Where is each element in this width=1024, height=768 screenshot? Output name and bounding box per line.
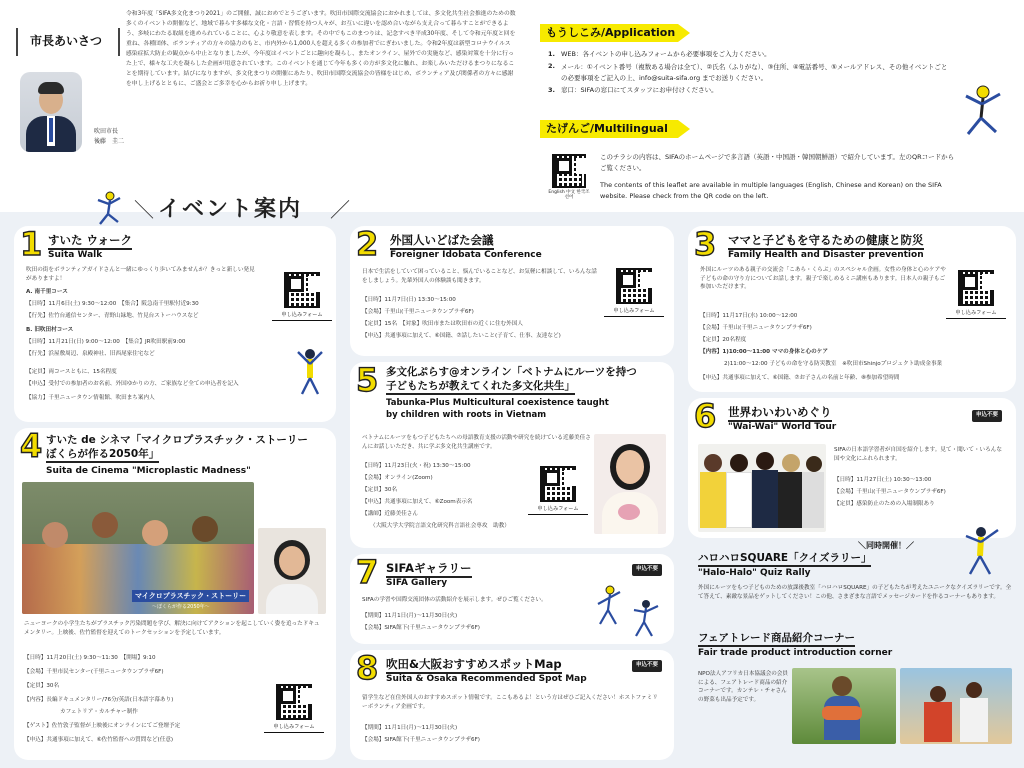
mayor-title: 吹田市長 [94,128,119,135]
apply-section [536,18,1022,110]
event-6-photo [698,444,826,532]
event-5-affiliation: （大阪大学大学院言語文化研究科言語社会専攻 助教） [370,523,510,529]
mayor-section [0,0,520,200]
event-8-venue: 【会場】SIFA館下(千里ニュータウンプラザ6F) [362,737,480,743]
event-1-form-label[interactable]: 申し込みフォーム [272,312,332,321]
event-1-title-en: Suita Walk [48,250,103,260]
event-8-period: 【期間】11月1日(月)〜11月30日(火) [362,725,458,731]
event-1-a-date: 【日時】11月6日(土) 9:30〜12:00 【集合】阪急南千里駅付近9:30 [26,301,199,307]
running-person-illustration [90,188,130,228]
event-5-qr[interactable] [540,466,576,502]
event-2-number: 2 [356,225,379,263]
event-5-capacity: 【定員】30名 [362,487,398,493]
events-title-slash-right: ／ [330,198,350,222]
halo-title-en: "Halo-Halo" Quiz Rally [698,568,811,578]
event-4-title-jp-2: ぼくらが作る2050年」 [46,448,159,463]
event-1-b-date: 【日時】11月21日(日) 9:00〜12:00 【集合】JR吹田駅前9:00 [26,339,186,345]
apply-item-mail: メール：①イベント番号（複数ある場合は全て）、②氏名（ふりがな）、③住所、④電話番号、⑤メールアドレス、その他イベントごとの必要事項をご記入の上、info@suita-sifa.org までお送りください。 [561,63,948,82]
event-5-date: 【日時】11月23日(火・祝) 13:30〜15:00 [362,463,471,469]
event-8-no-apply-badge: 申込不要 [632,660,662,672]
cheering-person-illustration [290,344,330,398]
multilingual-qr-caption: English 中文 한국조선어 [548,190,590,201]
mayor-heading: 市長あいさつ [30,34,103,48]
event-1-qr[interactable] [284,272,320,308]
event-2-form-label[interactable]: 申し込みフォーム [604,308,664,317]
event-7-venue: 【会場】SIFA館下(千里ニュータウンプラザ6F) [362,625,480,631]
event-4-qr[interactable] [276,684,312,720]
event-7-title-en: SIFA Gallery [386,578,448,588]
event-7-period: 【期間】11月1日(月)〜11月30日(火) [362,613,458,619]
event-2-qr[interactable] [616,268,652,304]
apply-item-web: WEB：各イベントの申し込みフォームから必要事項をご入力ください。 [561,50,771,58]
simultaneous-label: ＼同時開催！／ [858,541,914,550]
mayor-body: 令和3年度「SIFA多文化まつり2021」のご開催、誠におめでとうございます。吹田市国際交流協会におかれましては、多文化共生社会推進のための数多くのイベントの開催など、地域で暮らす多様な文化・言語・習慣を持つ人々が、お互いに違いを認め合いながら支え合って暮らすことができるよう、多岐にわたる取組を進められていることに、心より敬意を表します。その中でもこのまつりは、記念すべき平成30年度、そして令和元年度と回を重ね、各種団体、ボランティアの方々の協力のもと、市内外から1,000人を超える多くの参加者でにぎわいました。令和2年度は新型コロナウイルス感染症拡大防止の観点から中止となりましたが、今年度はイベントごとに趣向を凝らし、またオンライン、屋外での実施など、感染対策を十分に行った上で、様々な工夫を凝らした企画が用意されています。このイベントを通じて今年も多くの方が多文化に触れ、お楽しみいただけるまつりになることを期待しています。結びになりますが、多文化まつりの開催にあたり、吹田市国際交流協会の皆様をはじめ、ボランティア及び関係者の方々に感謝を申し上げるとともに、ご盛会とご多幸を心からお祈り申し上げます。 [126,11,516,87]
event-4-intro: ニューヨークの小学生たちがプラスチック汚染問題を学び、解決に向けてアクションを起こしていく姿を追ったドキュメンタリー。上映後、佐竹監督を迎えてのトークセッションを予定しています。 [24,621,320,636]
event-5-apply: 【申込】共通事項に加えて、⑥Zoom表示名 [362,499,473,505]
event-8-intro: 留学生など在住外国人のおすすめスポット情報です。ここもあるよ！という方はぜひご記入ください！ホストファミリーボランティア企画です。 [362,695,658,710]
event-1-coop: 【協力】千里ニュータウン情報館、吹田まち案内人 [26,395,155,401]
event-3-form-label[interactable]: 申し込みフォーム [946,310,1006,319]
fair-trade-photo-1 [792,668,896,744]
event-3-content-2: 2)11:00〜12:00 子どもの命を守る防災教室 ※吹田市Shinjoプロジェクト助成金事業 [724,361,943,367]
event-3-title-en: Family Health and Disaster prevention [728,250,924,260]
event-2-title-jp: 外国人いどばた会議 [390,234,494,250]
multilingual-heading: たげんご/Multilingual [546,122,668,135]
event-5-card [350,362,674,548]
event-4-director-photo [258,528,326,614]
event-1-number: 1 [20,225,43,263]
event-4-guest: 【ゲスト】佐竹敦子監督が上映後にオンラインにてご登壇予定 [24,723,181,729]
mayor-name: 後藤 圭二 [94,138,125,145]
event-7-card [350,554,674,644]
event-6-intro: SIFAの日本語学習者が自国を紹介します。見て・聞いて・いろんな国や文化にふれられます。 [834,447,1002,462]
mayor-photo [20,72,82,152]
event-1-b-place: 【行先】浜屋敷周辺、泉殿神社、旧西尾家住宅など [26,351,155,357]
event-6-no-apply-badge: 申込不要 [972,410,1002,422]
apply-no: 3. [548,86,555,95]
fair-trade-intro: NPO法人アフリカ日本協議会の会員による、フェアトレード商品の紹介コーナーです。カンテレ・チャさんの野菜も出品予定です。 [698,671,788,703]
event-3-number: 3 [694,225,717,263]
event-4-capacity: 【定員】30名 [24,683,60,689]
event-2-apply: 【申込】共通事項に加えて、⑥国籍、⑦話したいこと(子育て、仕事、友達など) [362,333,561,339]
event-1-course-a: A. 南千里コース [26,289,68,295]
event-3-capacity: 【定員】20名程度 [700,337,747,343]
event-2-date: 【日時】11月7日(日) 13:30〜15:00 [362,297,456,303]
event-3-intro: 外国にルーツのある親子の交流会「こあら・くらぶ」のスペシャル企画。女性の身体と心のケアや子どもの命の守り方についてお話します。親子で楽しめるミニ講座もあります。日本人の親子もご参加いただけます。 [700,267,946,291]
event-5-intro: ベトナムにルーツをもつ子どもたちへの母語教育支援の活動や研究を続けている近藤美佳さんにお話しいただき、共に学ぶ多文化共生講座です。 [362,435,591,450]
event-4-poster-subtitle: 〜ぼくらが作る2050年〜 [152,604,210,610]
event-4-apply: 【申込】共通事項に加えて、⑥佐竹監督への質問など(任意) [24,737,174,743]
event-5-title-en-1: Tabunka-Plus Multicultural coexistence taught [386,398,609,408]
event-3-venue: 【会場】千里山(千里ニュータウンプラザ6F) [700,325,812,331]
event-4-form-label[interactable]: 申し込みフォーム [264,724,324,733]
event-1-capacity: 【定員】両コースともに、15名程度 [26,369,117,375]
event-1-title-jp: すいた ウォーク [48,234,132,250]
event-4-poster [22,482,254,614]
event-6-title-en: "Wai-Wai" World Tour [728,422,837,432]
events-title: イベント案内 [158,197,303,222]
fair-trade-title-en: Fair trade product introduction corner [698,648,893,658]
halo-section [688,540,1018,630]
event-3-content-1: 【内容】1)10:00〜11:00 ママの身体と心のケア [700,349,828,355]
halo-intro: 外国にルーツをもつ子どものための放課後教室「ハロハロSQUARE」の子どもたちが考えたユニークなクイズラリーです。全て答えて、素敵な景品をゲットしてください！この他、さまざまな言語でメッセージカードを作るコーナーもあります。 [698,585,1012,600]
event-4-number: 4 [20,427,43,465]
event-8-card [350,650,674,760]
event-3-qr[interactable] [958,270,994,306]
event-1-apply: 【申込】受付での参加者のお名前、外国ゆかりの方、ご家族など全ての申込者を記入 [26,381,239,387]
event-5-speaker-photo [594,434,666,534]
multilingual-en: The contents of this leaflet are available in multiple languages (English, Chinese and Korean) on the SIFA website. Please check from the QR code on the left. [600,181,942,201]
event-1-course-b: B. 旧吹田村コース [26,327,74,333]
event-6-card [688,398,1016,538]
fair-trade-title-jp: フェアトレード商品紹介コーナー [698,632,855,647]
event-5-form-label[interactable]: 申し込みフォーム [528,506,588,515]
event-4-title-jp-1: すいた de シネマ「マイクロプラスチック・ストーリー [46,434,308,446]
apply-item-counter: 窓口：SIFAの窓口にてスタッフにお申付けください。 [561,86,718,95]
event-6-title-jp: 世界わいわいめぐり [728,406,832,422]
waving-person-illustration [956,522,1006,578]
event-2-card [350,226,674,356]
event-1-intro: 吹田の街をボランティアガイドさんと一緒にゆっくり歩いてみませんか？きっと新しい発見がありますよ！ [26,267,255,282]
multilingual-section [536,116,1022,212]
event-2-venue: 【会場】千里山(千里ニュータウンプラザ6F) [362,309,474,315]
event-3-apply: 【申込】共通事項に加えて、⑥国籍、⑦お子さんの名前と年齢、⑧参加希望時間 [700,375,900,381]
event-8-title-jp: 吹田&大阪おすすめスポットMap [386,658,562,674]
event-5-venue: 【会場】オンライン(Zoom) [362,475,433,481]
apply-no: 1. [548,50,555,58]
event-2-intro: 日本で生活をしていて困っていること、悩んでいることなど、お気軽に相談して、いろんな話をしましょう。先輩外国人の体験談も聞きます。 [362,269,597,284]
event-7-number: 7 [356,553,379,591]
halo-title-jp: ハロハロSQUARE「クイズラリー」 [698,552,871,567]
event-2-capacity: 【定員】15名 【対象】吹田市または吹田市の近くに住む外国人 [362,321,523,327]
event-5-number: 5 [356,361,379,399]
apply-heading: もうしこみ/Application [546,26,676,39]
dancing-people-illustration [590,580,670,642]
event-4-content-2: カフェトリア・カルチャー制作 [60,709,138,715]
event-3-title-jp: ママと子どもを守るための健康と防災 [728,234,924,250]
event-4-venue: 【会場】千里市民センター(千里ニュータウンプラザ6F) [24,669,164,675]
apply-no: 2. [548,62,555,71]
event-5-speaker: 【講師】近藤美佳さん [362,511,418,517]
event-5-title-jp-2: 子どもたちが教えてくれた多文化共生」 [386,380,575,395]
event-4-poster-title: マイクロプラスチック・ストーリー [132,590,249,602]
event-7-intro: SIFAの学習や国際交流団体の活動紹介を展示します。ぜひご覧ください。 [362,597,547,603]
event-3-date: 【日時】11月17日(水) 10:00〜12:00 [700,313,798,319]
event-5-title-en-2: by children with roots in Vietnam [386,410,547,420]
event-4-title-en: Suita de Cinema "Microplastic Madness" [46,466,251,476]
event-4-date: 【日時】11月20日(土) 9:30〜11:30 【開場】9:10 [24,655,156,661]
events-title-area [90,188,370,228]
apply-list [548,50,948,96]
events-title-slash-left: ＼ [134,198,154,222]
fair-trade-photo-2 [900,668,1012,744]
event-7-title-jp: SIFAギャラリー [386,562,472,578]
event-1-card [14,226,336,422]
fair-trade-section [688,632,1018,762]
event-6-number: 6 [694,397,717,435]
event-3-card [688,226,1016,392]
multilingual-qr[interactable] [552,154,586,188]
event-2-title-en: Foreigner Idobata Conference [390,250,542,260]
event-8-number: 8 [356,649,379,687]
multilingual-jp: このチラシの内容は、SIFAのホームページで多言語（英語・中国語・韓国朝鮮語）で紹介しています。左のQRコードからご覧ください。 [600,153,955,173]
event-4-card [14,428,336,760]
event-6-capacity: 【定員】感染防止のための入場制限あり [834,501,935,507]
event-6-date: 【日時】11月27日(土) 10:30〜13:00 [834,477,932,483]
event-6-venue: 【会場】千里山(千里ニュータウンプラザ6F) [834,489,946,495]
event-5-title-jp-1: 多文化ぷらす@オンライン「ベトナムにルーツを持つ [386,366,637,378]
event-8-title-en: Suita & Osaka Recommended Spot Map [386,674,587,684]
event-1-a-place: 【行先】佐竹台通信センター、青野山緑地、竹見台ストーハウスなど [26,313,199,319]
event-7-no-apply-badge: 申込不要 [632,564,662,576]
event-4-content: 【内容】長編ドキュメンタリー/76分/英語(日本語字幕あり) [24,697,174,703]
